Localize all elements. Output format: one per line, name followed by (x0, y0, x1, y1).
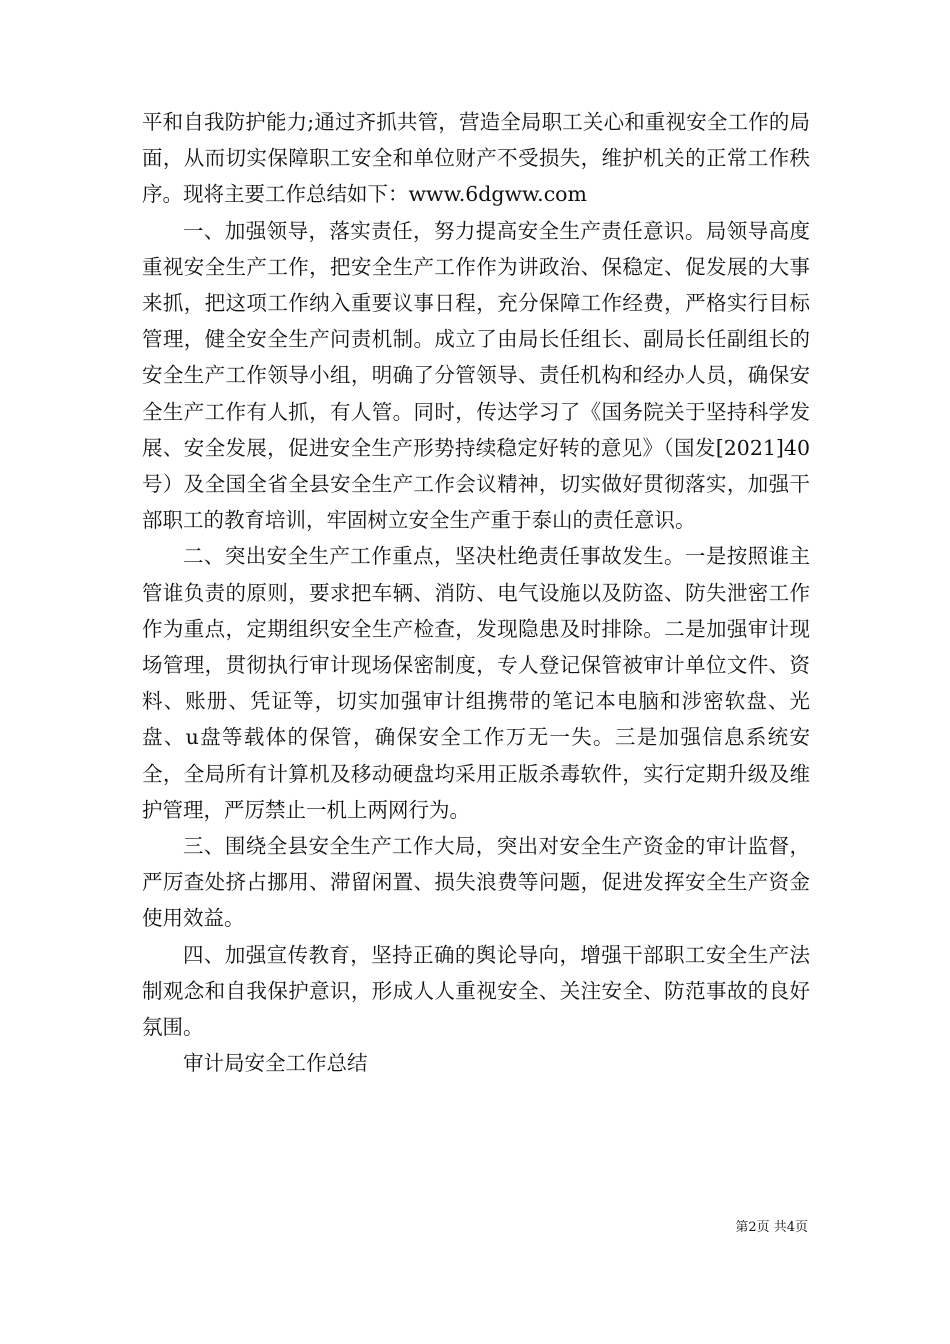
document-subtitle: 审计局安全工作总结 (183, 1051, 368, 1076)
paragraph-section-three: 三、围绕全县安全生产工作大局，突出对安全生产资金的审计监督，严厉查处挤占挪用、滞留闲置、损失浪费等问题，促进发挥安全生产资金使用效益。 (142, 834, 810, 931)
paragraph-section-four: 四、加强宣传教育，坚持正确的舆论导向，增强干部职工安全生产法制观念和自我保护意识，形成人人重视安全、关注安全、防范事故的良好氛围。 (142, 942, 810, 1040)
paragraph-section-two: 二、突出安全生产工作重点，坚决杜绝责任事故发生。一是按照谁主管谁负责的原则，要求把车辆、消防、电气设施以及防盗、防失泄密工作作为重点，定期组织安全生产检查，发现隐患及时排除。二是加强审计现场管理，贯彻执行审计现场保密制度，专人登记保管被审计单位文件、资料、账册、凭证等，切实加强审计组携带的笔记本电脑和涉密软盘、光盘、u盘等载体的保管，确保安全工作万无一失。三是加强信息系统安全，全局所有计算机及移动硬盘均采用正版杀毒软件，实行定期升级及维护管理，严厉禁止一机上两网行为。 (142, 544, 810, 822)
page-number: 第2页 共4页 (735, 1220, 808, 1235)
document-body (142, 104, 810, 1081)
paragraph-continued: 平和自我防护能力;通过齐抓共管，营造全局职工关心和重视安全工作的局面，从而切实保障职工安全和单位财产不受损失，维护机关的正常工作秩序。现将主要工作总结如下：www.6dgww.com (142, 110, 810, 207)
paragraph-section-one: 一、加强领导，落实责任，努力提高安全生产责任意识。局领导高度重视安全生产工作，把安全生产工作作为讲政治、保稳定、促发展的大事来抓，把这项工作纳入重要议事日程，充分保障工作经费，严格实行目标管理，健全安全生产问责机制。成立了由局长任组长、副局长任副组长的安全生产工作领导小组，明确了分管领导、责任机构和经办人员，确保安全生产工作有人抓，有人管。同时，传达学习了《国务院关于坚持科学发展、安全发展，促进安全生产形势持续稳定好转的意见》（国发[2021]40号）及全国全省全县安全生产工作会议精神，切实做好贯彻落实，加强干部职工的教育培训，牢固树立安全生产重于泰山的责任意识。 (142, 218, 810, 533)
